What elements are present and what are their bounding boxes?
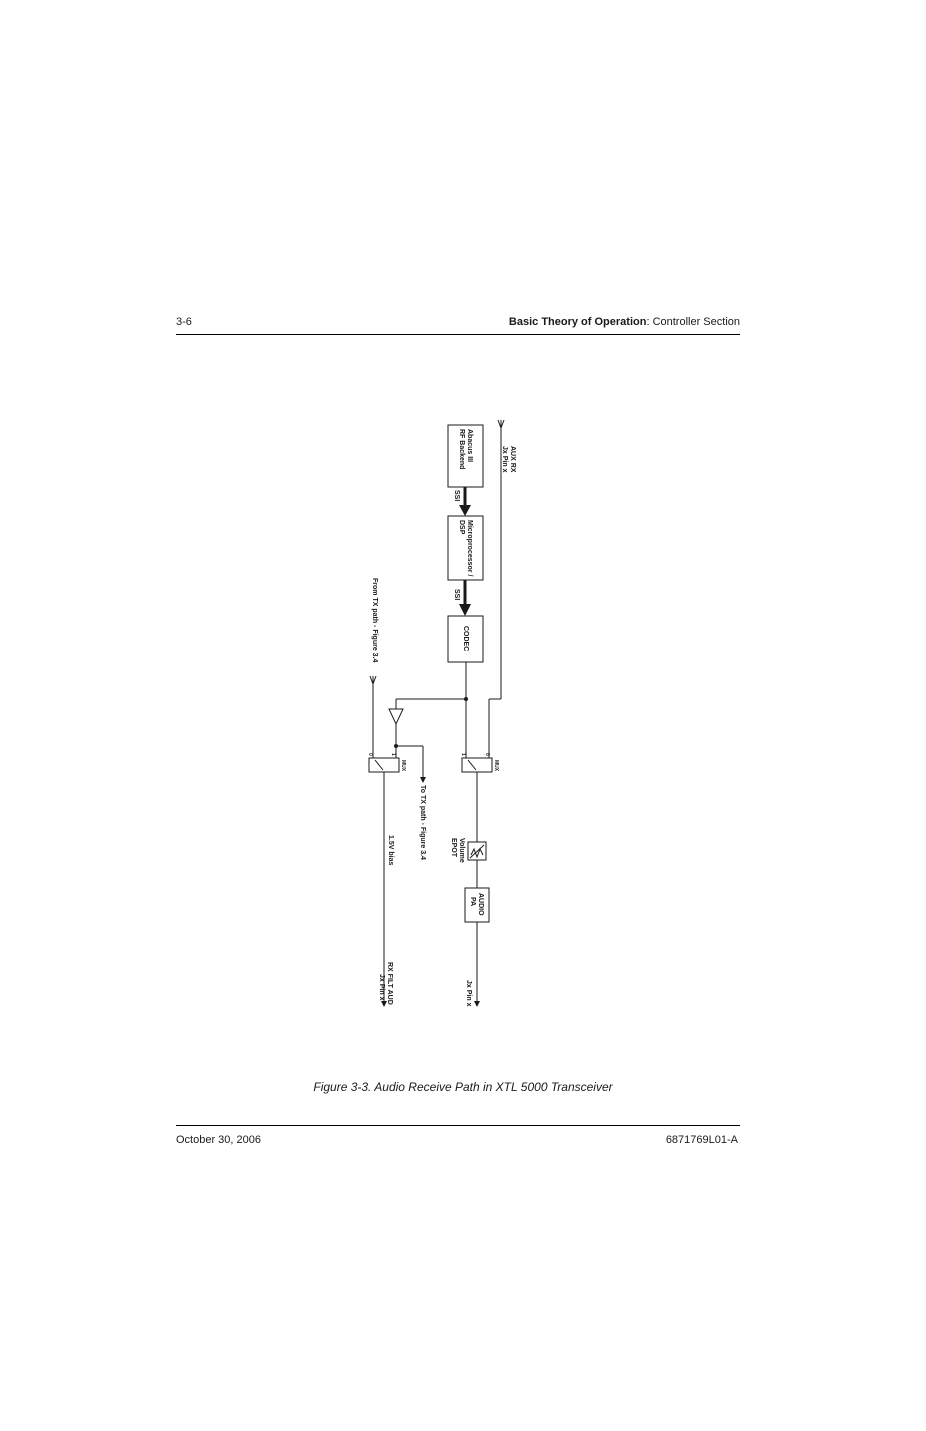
codec-label: CODEC (462, 626, 469, 652)
mux-right-label: MUX (493, 760, 499, 772)
mux-left (369, 758, 399, 772)
dsp-label-2: DSP (458, 520, 465, 535)
audio-pa-block (465, 888, 489, 922)
aux-rx-label-2: Jx Pin x (501, 446, 508, 473)
rx-filt-label-2: Jx Pin x (378, 974, 385, 1001)
mux-right (462, 758, 492, 772)
rx-filt-label-1: RX FILT AUD (386, 962, 393, 1005)
mux-right-input-0: 0 (484, 753, 490, 756)
aux-rx-label-1: AUX RX (509, 446, 516, 473)
from-tx-label: From TX path - Figure 3.4 (371, 578, 378, 663)
audio-pa-label-2: PA (469, 897, 476, 907)
mux-right-input-1: 1 (460, 753, 466, 756)
volume-label-2: EPOT (450, 838, 457, 858)
footer-date: October 30, 2006 (176, 1134, 262, 1146)
to-tx-label: To TX path - Figure 3.4 (419, 785, 426, 860)
dsp-label-1: Microprocessor / (466, 520, 473, 577)
rf-backend-label-2: RF Backend (458, 429, 465, 470)
section-title-rest: : Controller Section (646, 316, 740, 328)
buffer-amplifier (389, 709, 403, 724)
speaker-out-label: Jx Pin x (465, 980, 472, 1007)
bias-label: 1.5V bias (387, 835, 394, 866)
section-title-bold: Basic Theory of Operation (508, 316, 647, 328)
ssi-label-bottom: SSI (453, 589, 460, 601)
mux-left-input-0: 0 (367, 753, 373, 756)
footer-doc-number: 6871769L01-A (665, 1134, 738, 1146)
ssi-label-top: SSI (453, 490, 460, 502)
mux-left-input-1: 1 (390, 753, 396, 756)
page-number: 3-6 (176, 316, 192, 328)
audio-pa-label-1: AUDIO (477, 893, 484, 916)
mux-left-label: MUX (400, 760, 406, 772)
footer-rule (176, 1125, 740, 1126)
figure-caption: Figure 3-3. Audio Receive Path in XTL 5000 Transceiver (313, 1080, 613, 1094)
rf-backend-label-1: Abacus III (466, 429, 473, 463)
volume-label-1: Volume (458, 838, 465, 863)
